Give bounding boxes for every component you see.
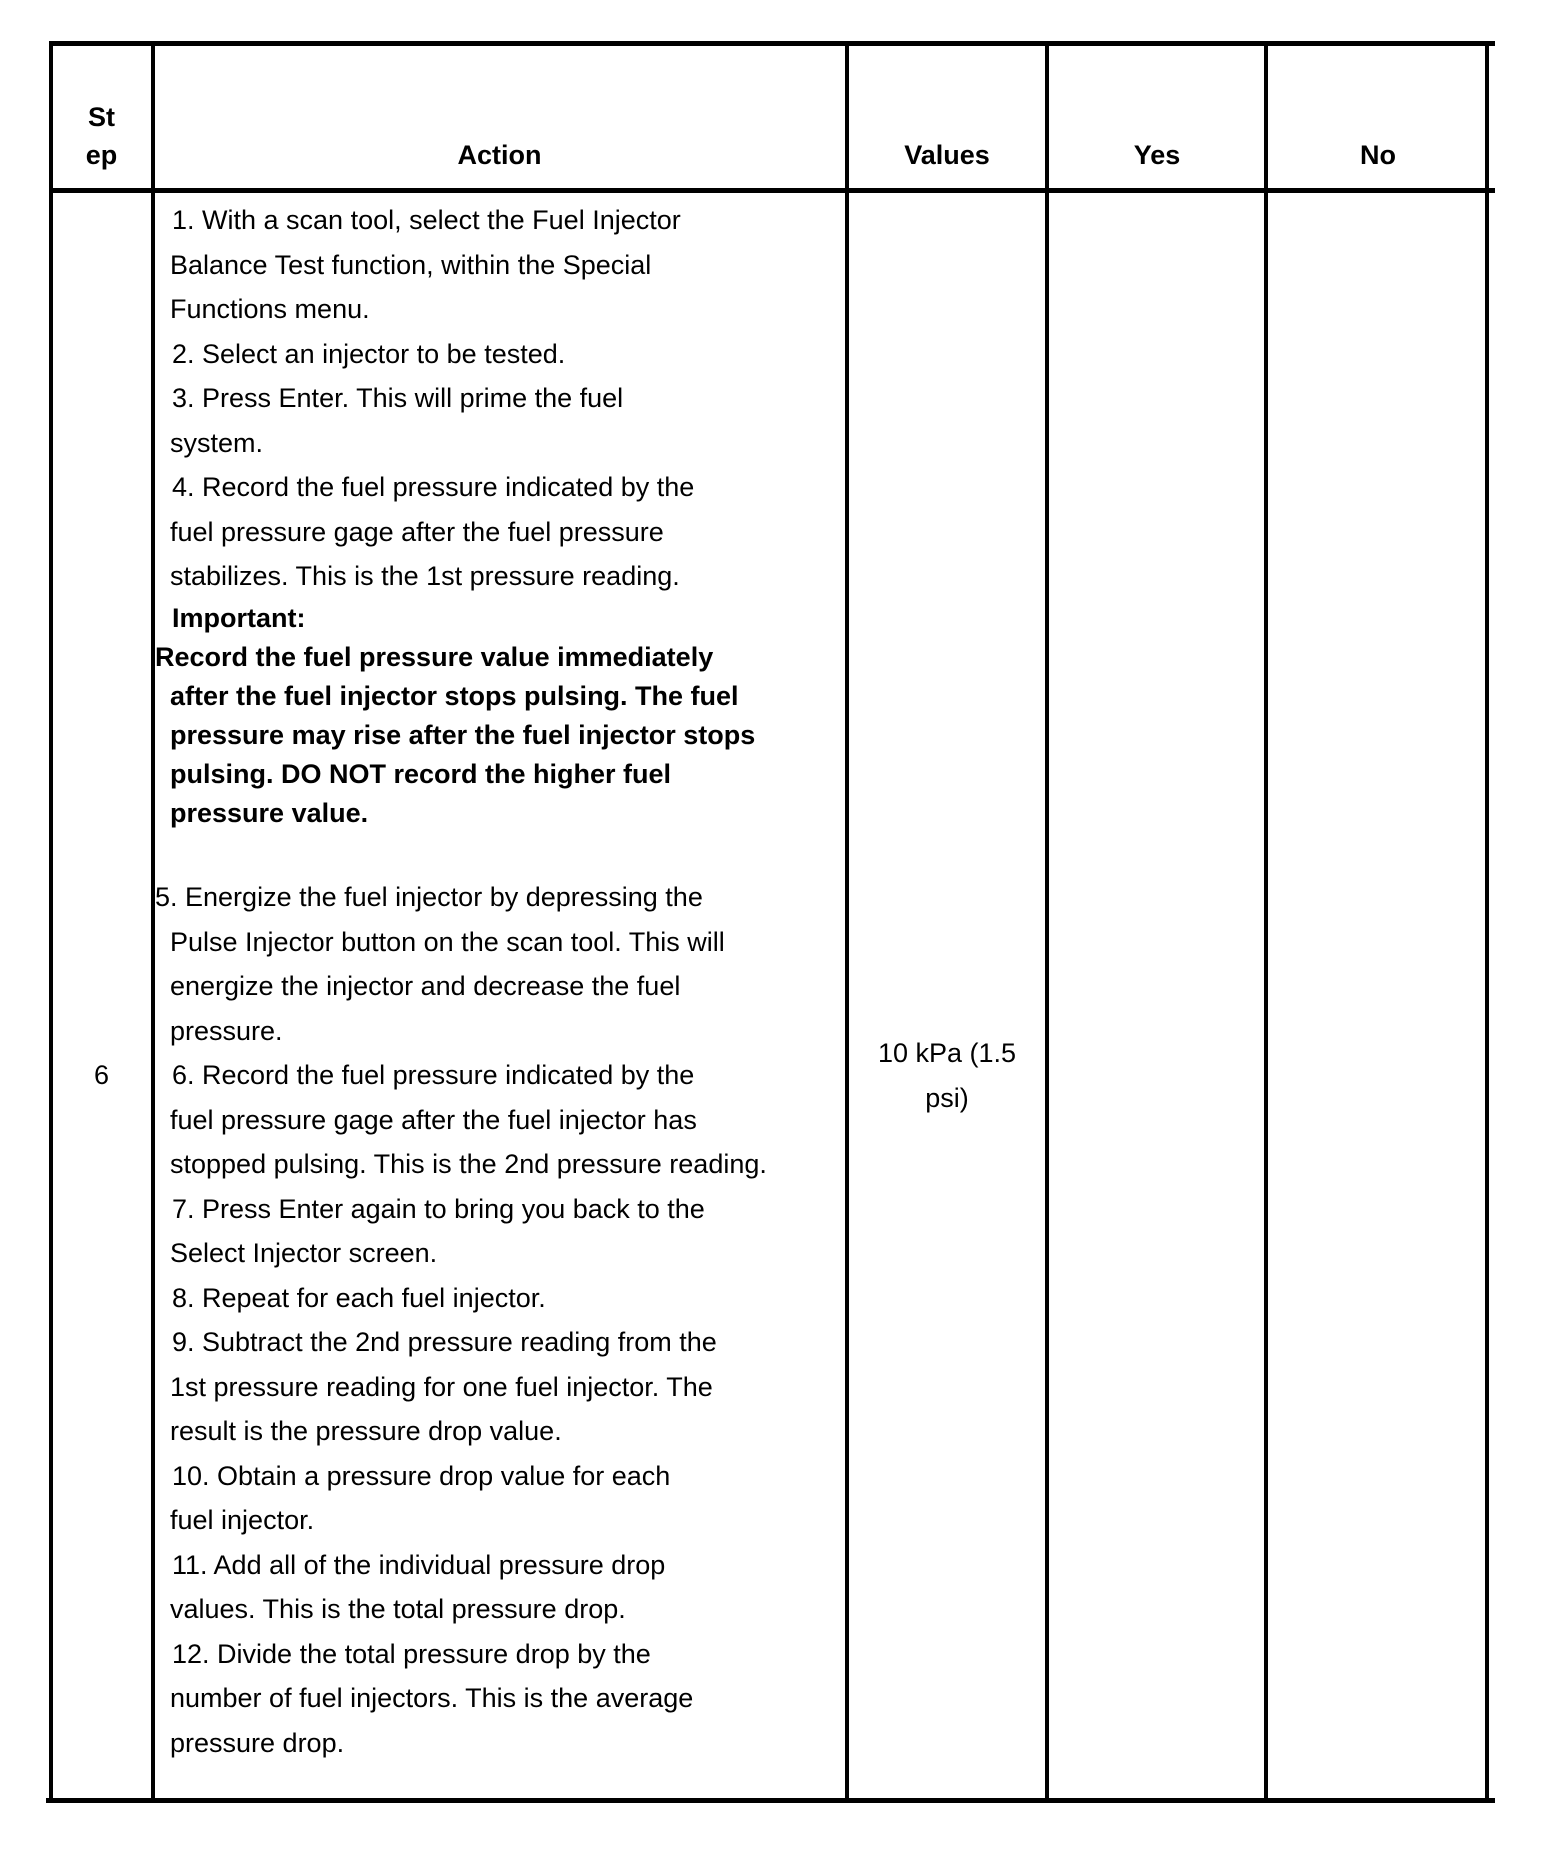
action-step-line: fuel pressure gage after the fuel injector has (170, 1104, 697, 1135)
action-step-line: 10. Obtain a pressure drop value for each (172, 1460, 671, 1491)
table-bottom-border (46, 1798, 1495, 1803)
table-top-border (49, 41, 1495, 46)
action-step-line: pressure. (170, 1015, 283, 1046)
step-number: 6 (93, 1060, 110, 1090)
header-bottom-border (49, 188, 1495, 193)
action-step-line: energize the injector and decrease the fuel (170, 971, 681, 1001)
header-step (50, 98, 153, 174)
action-step-line: 7. Press Enter again to bring you back to the (172, 1193, 705, 1224)
header-step-line-2: ep (85, 140, 118, 170)
action-step-line: 12. Divide the total pressure drop by the (172, 1638, 651, 1669)
action-step-line: 2. Select an injector to be tested. (172, 338, 566, 369)
col-divider-action-values (845, 41, 849, 1803)
action-step-line: values. This is the total pressure drop. (170, 1594, 626, 1624)
header-yes: Yes (1133, 140, 1181, 170)
header-values: Values (904, 140, 990, 170)
important-note-line: pressure value. (170, 798, 369, 828)
header-action: Action (457, 140, 542, 170)
col-divider-values-yes (1045, 41, 1049, 1803)
action-step-line: Select Injector screen. (170, 1238, 438, 1268)
action-step-line: 1st pressure reading for one fuel injector. The (170, 1371, 713, 1402)
values-cell: 10 kPa (1.5 psi) (877, 1038, 1017, 1113)
action-step-line: fuel pressure gage after the fuel pressure (170, 516, 664, 547)
action-step-line: system. (170, 427, 264, 458)
action-step-line: 3. Press Enter. This will prime the fuel (172, 383, 624, 413)
header-no: No (1360, 140, 1396, 170)
action-step-line: Functions menu. (170, 294, 370, 324)
table-right-border (1485, 41, 1489, 1803)
header-step-line-1: St (88, 102, 115, 132)
important-note-line: Record the fuel pressure value immediately (155, 642, 714, 672)
action-step-line: 1. With a scan tool, select the Fuel Injector (172, 205, 681, 235)
action-cell (155, 205, 844, 1785)
important-note-line: Important: (172, 603, 306, 633)
action-step-line: 9. Subtract the 2nd pressure reading from the (172, 1327, 717, 1357)
action-step-line: Balance Test function, within the Special (170, 249, 652, 280)
action-step-line: result is the pressure drop value. (170, 1416, 562, 1446)
col-divider-yes-no (1264, 41, 1268, 1803)
action-step-line: number of fuel injectors. This is the average (170, 1683, 694, 1713)
action-step-line: 11. Add all of the individual pressure drop (172, 1549, 666, 1580)
action-step-line: Pulse Injector button on the scan tool. This will (170, 926, 725, 957)
table-left-border (49, 41, 53, 1803)
action-step-line: fuel injector. (170, 1505, 315, 1535)
action-step-line: pressure drop. (170, 1727, 345, 1758)
action-step-line: stopped pulsing. This is the 2nd pressure reading. (170, 1149, 767, 1179)
action-step-line: stabilizes. This is the 1st pressure reading. (170, 561, 680, 591)
action-step-line: 4. Record the fuel pressure indicated by the (172, 472, 695, 502)
important-note-line: pressure may rise after the fuel injector stops (170, 720, 756, 750)
action-step-line: 6. Record the fuel pressure indicated by the (172, 1060, 695, 1090)
action-step-line: 8. Repeat for each fuel injector. (172, 1282, 546, 1313)
important-note-line: after the fuel injector stops pulsing. The fuel (170, 681, 739, 711)
important-note-line: pulsing. DO NOT record the higher fuel (170, 759, 672, 789)
action-step-line: 5. Energize the fuel injector by depressing the (155, 882, 703, 912)
